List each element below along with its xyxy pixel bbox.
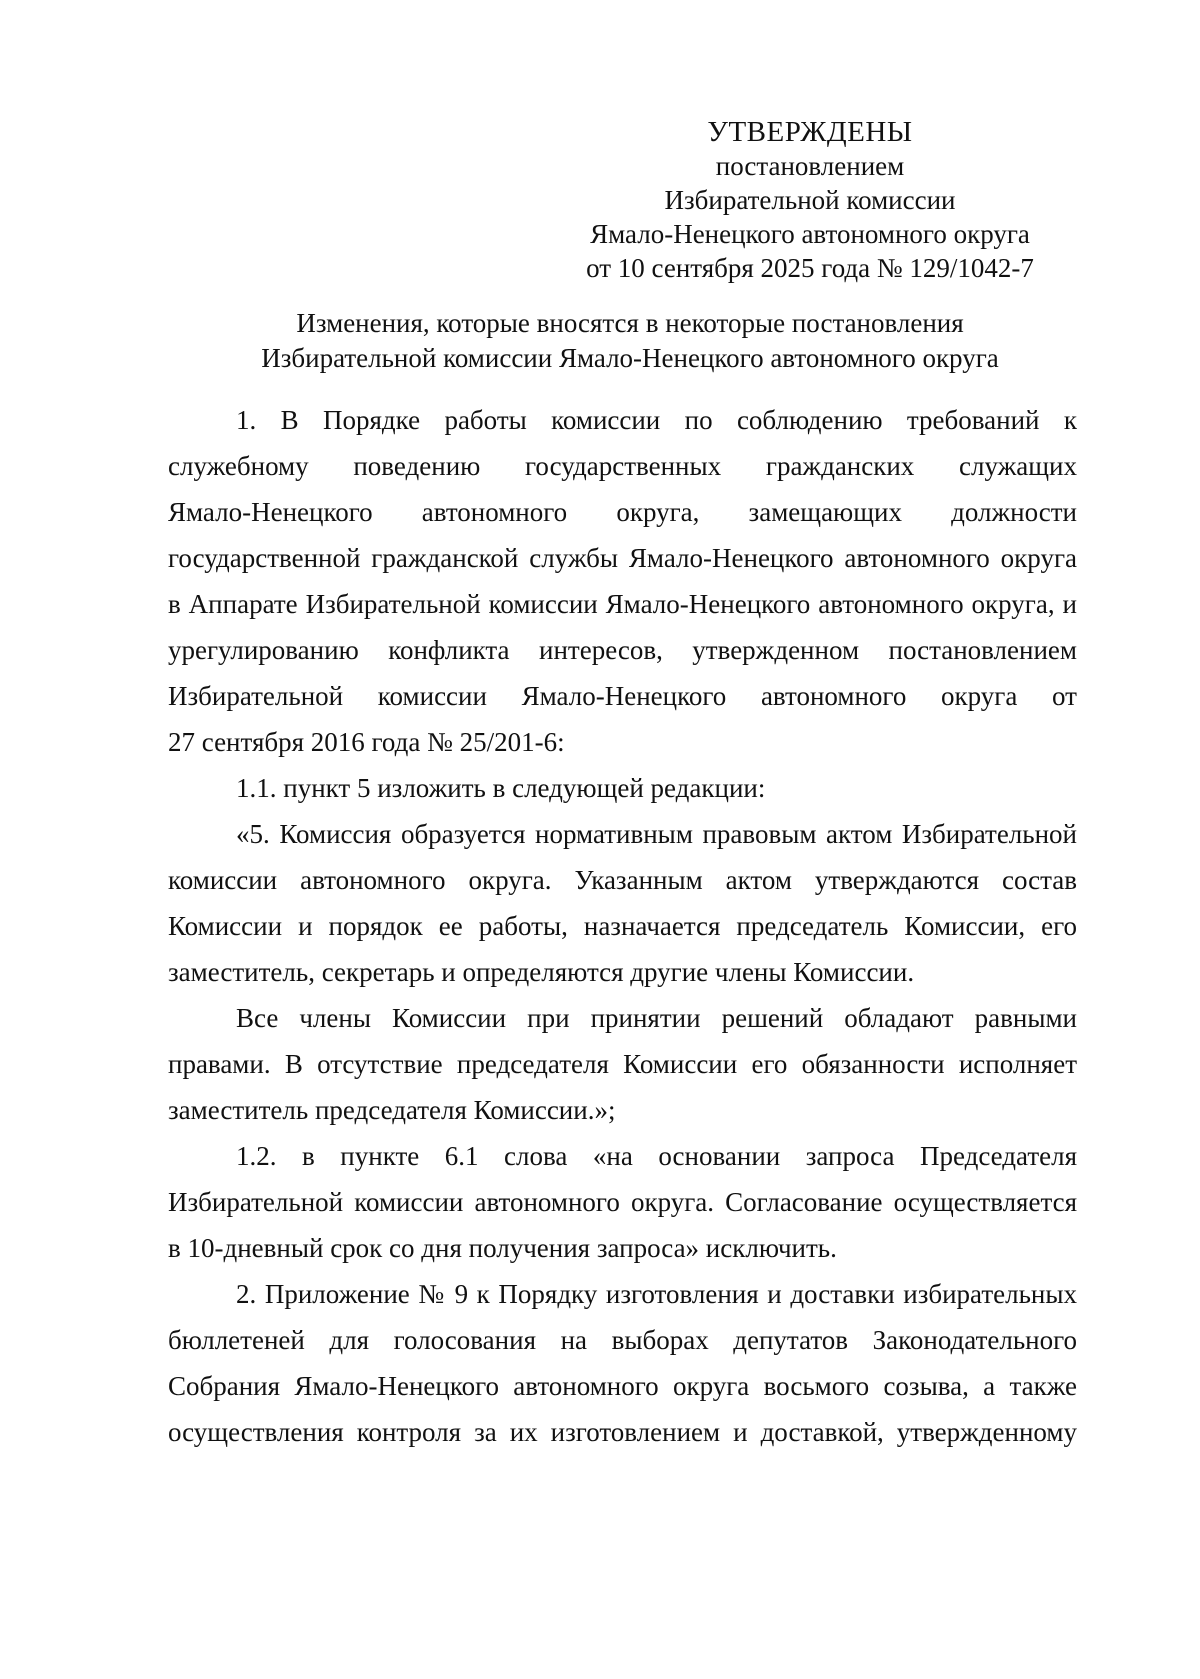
text-line: правами. В отсутствие председателя Комиссии его обязанности исполняет [168,1049,1077,1079]
text-line: Собрания Ямало-Ненецкого автономного округа восьмого созыва, а также [168,1371,1077,1401]
document-title [150,306,1110,376]
text-line: Избирательной комиссии автономного округа. Согласование осуществляется [168,1187,1077,1217]
text-line: бюллетеней для голосования на выборах депутатов Законодательного [168,1325,1077,1355]
text-line: Комиссии и порядок ее работы, назначается председатель Комиссии, его [168,911,1077,941]
paragraph-quote-5 [168,811,1077,995]
paragraph-1 [168,397,1077,765]
text-line: служебному поведению государственных гражданских служащих [168,451,1077,481]
approval-heading: УТВЕРЖДЕНЫ [707,116,913,148]
text-line: государственной гражданской службы Ямало-Ненецкого автономного округа [168,543,1077,573]
text-line: 1. В Порядке работы комиссии по соблюдению требований к [236,405,1077,435]
text-line: 1.1. пункт 5 изложить в следующей редакции: [236,773,766,803]
text-line: Ямало-Ненецкого автономного округа, замещающих должности [168,497,1077,527]
text-line: осуществления контроля за их изготовлением и доставкой, утвержденному [168,1417,1077,1447]
text-line: заместитель председателя Комиссии.»; [168,1095,616,1125]
text-line: Все члены Комиссии при принятии решений обладают равными [236,1003,1077,1033]
text-line: комиссии автономного округа. Указанным актом утверждаются состав [168,865,1077,895]
text-line: урегулированию конфликта интересов, утвержденном постановлением [168,635,1077,665]
text-line: заместитель, секретарь и определяются другие члены Комиссии. [168,957,915,987]
title-line-2: Избирательной комиссии Ямало-Ненецкого автономного округа [261,343,999,373]
approval-line-1: постановлением [715,151,905,181]
document-body [168,397,1077,1455]
approval-line-3: Ямало-Ненецкого автономного округа [590,219,1030,249]
approval-stamp-block [560,115,1060,285]
text-line: 2. Приложение № 9 к Порядку изготовления и доставки избирательных [236,1279,1077,1309]
title-line-1: Изменения, которые вносятся в некоторые постановления [296,308,964,338]
text-line: 27 сентября 2016 года № 25/201-6: [168,727,565,757]
text-line: «5. Комиссия образуется нормативным правовым актом Избирательной [236,819,1077,849]
paragraph-1-1 [168,765,1077,811]
paragraph-2 [168,1271,1077,1455]
text-line: в 10-дневный срок со дня получения запроса» исключить. [168,1233,837,1263]
text-line: в Аппарате Избирательной комиссии Ямало-Ненецкого автономного округа, и [168,589,1077,619]
paragraph-members [168,995,1077,1133]
approval-line-2: Избирательной комиссии [664,185,956,215]
text-line: 1.2. в пункте 6.1 слова «на основании запроса Председателя [236,1141,1077,1171]
paragraph-1-2 [168,1133,1077,1271]
text-line: Избирательной комиссии Ямало-Ненецкого автономного округа от [168,681,1077,711]
approval-line-4: от 10 сентября 2025 года № 129/1042-7 [586,253,1034,283]
